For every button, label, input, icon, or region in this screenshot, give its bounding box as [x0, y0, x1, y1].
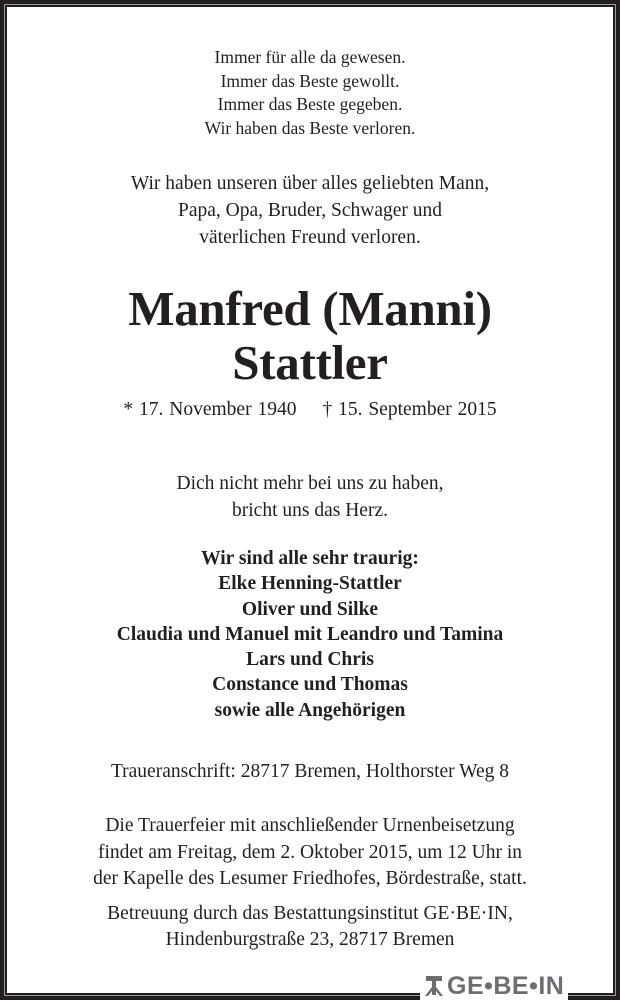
- mourner-name: Oliver und Silke: [241, 598, 379, 620]
- mourner-name: sowie alle Angehörigen: [214, 699, 406, 721]
- ceremony-line: findet am Freitag, dem 2. Oktober 2015, um 12 Uhr in: [97, 841, 523, 863]
- intro-line: Wir haben unseren über alles geliebten Mann,: [130, 173, 490, 194]
- quote-line: Dich nicht mehr bei uns zu haben,: [176, 473, 444, 494]
- death-date: † 15. September 2015: [322, 399, 497, 420]
- ceremony-line: Die Trauerfeier mit anschließender Urnenbeisetzung: [105, 815, 515, 836]
- deceased-name-line-2: Stattler: [232, 335, 388, 390]
- opening-poem: [0, 46, 620, 140]
- memorial-quote: [0, 470, 620, 524]
- poem-line: Wir haben das Beste verloren.: [204, 117, 416, 138]
- funeral-home-info: [0, 901, 620, 953]
- intro-text: [0, 170, 620, 251]
- funeral-home-line: Betreuung durch das Bestattungsinstitut GE·BE·IN,: [107, 903, 513, 924]
- birth-date: * 17. November 1940: [123, 399, 297, 420]
- mourning-address-text: Traueranschrift: 28717 Bremen, Holthorster Weg 8: [110, 761, 510, 782]
- gebein-logo-mark-icon: [424, 975, 444, 997]
- intro-line: väterlichen Freund verloren.: [199, 227, 421, 248]
- mourner-name: Elke Henning-Stattler: [218, 573, 402, 595]
- life-dates: [0, 397, 620, 423]
- mourner-name: Claudia und Manuel mit Leandro und Tamina: [116, 623, 504, 645]
- mourners-list: [0, 546, 620, 723]
- quote-line: bricht uns das Herz.: [232, 500, 388, 521]
- gebein-logo-text: GE•BE•IN: [447, 972, 565, 1000]
- mourner-name: Lars und Chris: [246, 649, 374, 671]
- mourner-name: Constance und Thomas: [212, 674, 408, 696]
- ceremony-details: [0, 813, 620, 893]
- funeral-home-line: Hindenburgstraße 23, 28717 Bremen: [165, 929, 455, 950]
- intro-line: Papa, Opa, Bruder, Schwager und: [177, 200, 443, 221]
- ceremony-line: der Kapelle des Lesumer Friedhofes, Bördestraße, statt.: [93, 868, 527, 889]
- gebein-logo: [420, 972, 568, 1000]
- poem-line: Immer das Beste gegeben.: [217, 94, 403, 114]
- mourners-heading: Wir sind alle sehr traurig:: [201, 548, 419, 569]
- deceased-name-line-1: Manfred (Manni): [128, 281, 492, 336]
- deceased-name: [0, 282, 620, 390]
- poem-line: Immer das Beste gewollt.: [220, 70, 400, 91]
- poem-line: Immer für alle da gewesen.: [214, 47, 406, 67]
- mourning-address: [0, 759, 620, 785]
